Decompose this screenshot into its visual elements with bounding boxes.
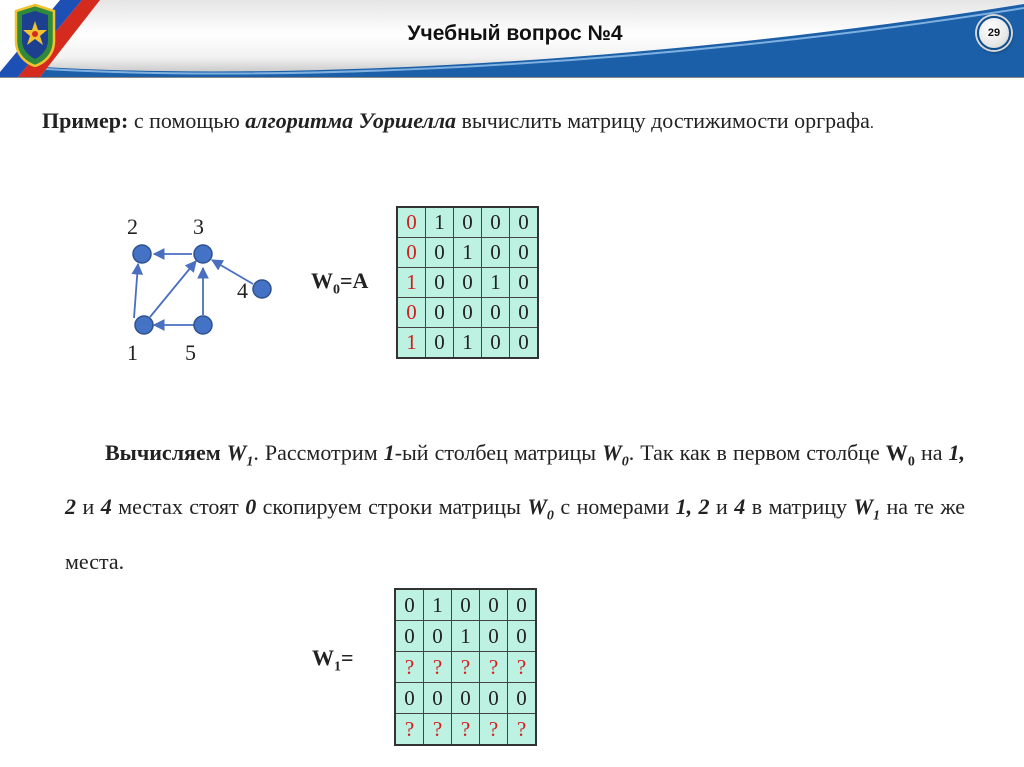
matrix-cell: 0 [452,683,480,714]
matrix-cell: 0 [454,207,482,238]
graph-node-4 [253,280,271,298]
header-banner [0,0,1024,78]
para-w0c-main: W [527,494,547,520]
para-t6: и [82,494,95,520]
matrix-cell: 0 [395,589,424,621]
intro-text-1: с помощью [133,108,240,133]
w0-label-rest: =A [340,268,369,293]
matrix-w0 [396,206,539,359]
matrix-cell: 0 [480,589,508,621]
para-t11: на те же места. [65,494,966,574]
matrix-row [397,298,538,328]
matrix-cell: 0 [480,683,508,714]
para-t1: Вычисляем [105,440,221,465]
matrix-cell: 0 [397,207,426,238]
matrix-row [397,268,538,298]
w1-label-main: W [312,645,334,670]
para-t8: скопируем строки матрицы [262,494,521,520]
matrix-cell: ? [480,652,508,683]
matrix-cell: 0 [454,268,482,298]
para-n4: 4 [100,494,112,520]
matrix-cell: 0 [395,621,424,652]
matrix-row [395,714,536,746]
para-t6b: и [716,494,728,520]
para-n1: 1 [383,440,395,465]
matrix-row [395,683,536,714]
para-t2: . Рассмотрим [253,440,378,465]
para-w1b-main: W [853,494,874,520]
matrix-cell: 1 [454,328,482,359]
digraph [110,210,290,370]
matrix-cell: 0 [426,268,454,298]
matrix-cell: 0 [482,238,510,268]
para-w1b [853,494,881,524]
matrix-cell: 1 [452,621,480,652]
matrix-cell: 1 [426,207,454,238]
intro-text-2: вычислить матрицу достижимости орграфа [461,108,870,133]
edge-1-2 [134,264,138,318]
para-w1 [226,440,254,470]
para-t5: на [920,440,943,465]
para-w0b [885,440,915,470]
w0-label-sub: 0 [333,282,340,298]
para-w1-sub: 1 [246,454,254,470]
para-w0b-sub: 0 [907,454,915,470]
matrix-cell: ? [452,714,480,746]
matrix-cell: 0 [482,328,510,359]
para-n4b: 4 [734,494,746,520]
para-w0c [527,494,554,524]
matrix-cell: 0 [426,328,454,359]
matrix-cell: 0 [426,298,454,328]
para-w1b-sub: 1 [873,508,881,524]
matrix-cell: 1 [397,328,426,359]
matrix-cell: ? [395,714,424,746]
emblem-icon [10,3,60,67]
para-w0a-main: W [602,440,622,465]
para-w0b-main: W [885,440,908,465]
para-n2: 1, 2 [65,440,966,520]
matrix-cell: 0 [395,683,424,714]
matrix-cell: 1 [424,589,452,621]
w1-label-rest: = [341,645,354,670]
matrix-cell: 1 [397,268,426,298]
matrix-cell: 1 [454,238,482,268]
graph-node-5 [194,316,212,334]
node-label-1: 1 [127,340,138,365]
page-number-badge: 29 [977,16,1011,50]
matrix-cell: ? [424,652,452,683]
matrix-cell: ? [424,714,452,746]
node-label-5: 5 [185,340,196,365]
matrix-cell: 0 [424,621,452,652]
para-w0a-sub: 0 [621,454,629,470]
matrix-cell: 0 [510,328,539,359]
matrix-cell: 1 [482,268,510,298]
para-w0c-sub: 0 [546,508,554,524]
node-label-3: 3 [193,214,204,239]
matrix-row [397,207,538,238]
w0-label-main: W [311,268,333,293]
matrix-cell: 0 [452,589,480,621]
matrix-row [395,621,536,652]
matrix-cell: 0 [482,207,510,238]
matrix-cell: 0 [426,238,454,268]
matrix-w1-label [312,645,354,675]
para-t10: в матрицу [751,494,847,520]
edge-1-3 [150,261,196,317]
matrix-cell: ? [395,652,424,683]
matrix-cell: 0 [508,683,537,714]
matrix-cell: ? [508,652,537,683]
matrix-w0-label [311,268,368,298]
matrix-cell: 0 [508,589,537,621]
para-w1-main: W [226,440,247,465]
matrix-cell: 0 [424,683,452,714]
matrix-cell: 0 [510,207,539,238]
matrix-cell: ? [480,714,508,746]
matrix-cell: 0 [510,268,539,298]
matrix-row [395,589,536,621]
para-w0a [602,440,629,470]
graph-node-1 [135,316,153,334]
para-n2b: 1, 2 [675,494,710,520]
matrix-cell: 0 [454,298,482,328]
matrix-cell: 0 [510,238,539,268]
explanation-paragraph [65,430,965,584]
para-t7: местах стоят [118,494,239,520]
node-label-2: 2 [127,214,138,239]
matrix-cell: ? [452,652,480,683]
matrix-w1 [394,588,537,746]
intro-end: . [869,115,874,132]
matrix-cell: 0 [508,621,537,652]
matrix-cell: 0 [482,298,510,328]
matrix-cell: 0 [480,621,508,652]
example-statement [42,104,972,141]
algorithm-name: алгоритма Уоршелла [245,108,457,133]
matrix-cell: ? [508,714,537,746]
para-t3: -ый столбец матрицы [394,440,597,465]
node-label-4: 4 [237,278,248,303]
example-lead: Пример: [42,108,129,133]
matrix-cell: 0 [397,298,426,328]
para-t9: с номерами [560,494,670,520]
graph-node-2 [133,245,151,263]
graph-node-3 [194,245,212,263]
para-t4: . Так как в первом столбце [628,440,880,465]
matrix-row [397,328,538,359]
slide-title: Учебный вопрос №4 [407,22,623,45]
w1-label-sub: 1 [334,659,341,675]
matrix-cell: 0 [397,238,426,268]
para-zero: 0 [245,494,257,520]
matrix-cell: 0 [510,298,539,328]
matrix-row [395,652,536,683]
matrix-row [397,238,538,268]
